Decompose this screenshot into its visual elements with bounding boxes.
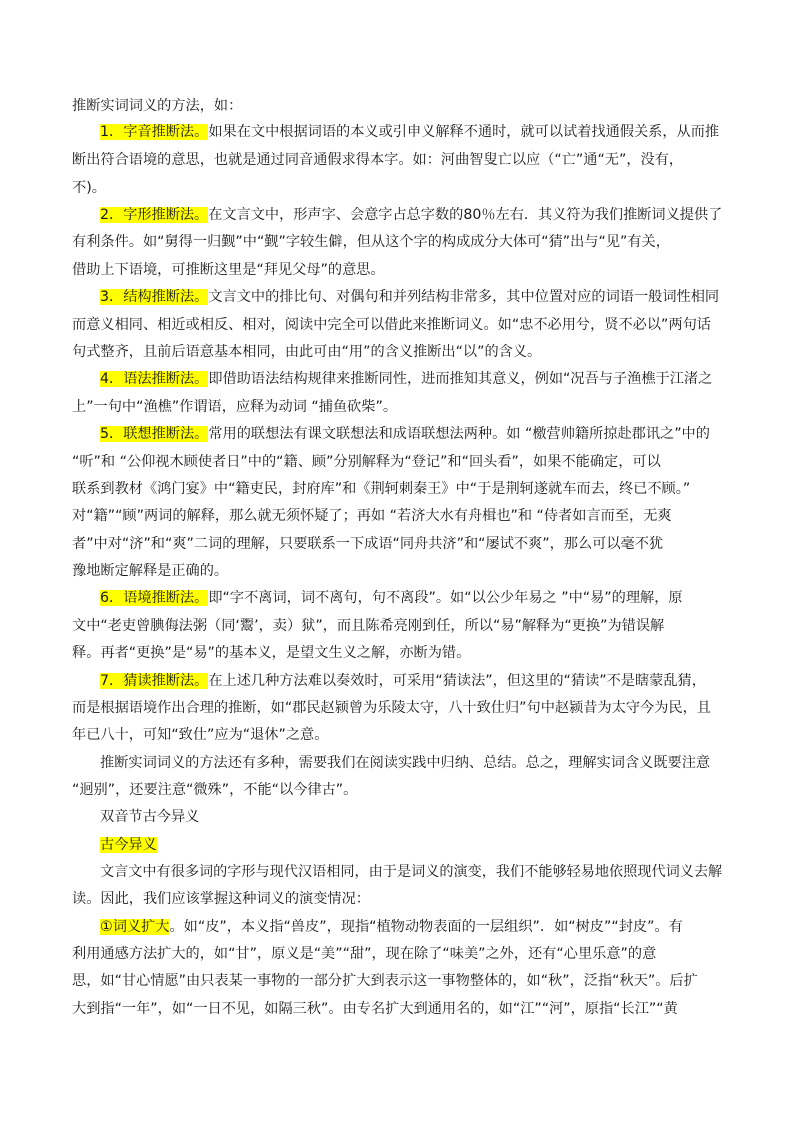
text-span: 。如“皮”，本义指“兽皮”，现指“植物动物表面的一层组织”．如“树皮”“封皮”。有 <box>169 919 683 935</box>
text-line: 而意义相同、相近或相反、相对，阅读中完全可以借此来推断词义。如“忠不必用兮，贤不必以”两句话 <box>72 317 711 333</box>
text-span: 即借助语法结构规律来推断同性，进而推知其意义，例如“况吾与子渔樵于江渚之 <box>208 371 713 387</box>
text-line: 联系到教材《鸿门宴》中“籍吏民，封府库”和《荆轲刺秦王》中“于是荆轲遂就车而去，终已不顾。” <box>72 481 691 497</box>
text-line: 释。再者“更换”是“易”的基本义，是望文生义之解，亦断为错。 <box>72 645 471 661</box>
text-line: 文言文中有很多词的字形与现代汉语相同，由于是词义的演变，我们不能够轻易地依照现代词义去解 <box>100 864 723 880</box>
highlighted-heading: 5．联想推断法。 <box>100 426 209 442</box>
text-line: 有利条件。如“舅得一归觐”中“觐”字较生僻，但从这个字的构成成分大体可“猜”出与“见”有关， <box>72 234 670 250</box>
text-span: 文言文中的排比句、对偶句和并列结构非常多，其中位置对应的词语一般词性相同 <box>208 289 720 305</box>
text-line <box>100 836 157 854</box>
text-line: 文中“老吏曾腆侮法粥（同‘鬻’，卖）狱”，而且陈希亮刚到任，所以“易”解释为“更换”为错误解 <box>72 618 665 634</box>
highlighted-heading: 3．结构推断法。 <box>100 289 209 305</box>
text-span: 常用的联想法有课文联想法和成语联想法两种。如 “檄营帅籍所掠赴郡讯之”中的 <box>208 426 710 442</box>
highlighted-heading: 4．语法推断法。 <box>100 371 209 387</box>
text-line: 借助上下语境，可推断这里是“拜见父母”的意思。 <box>72 262 385 278</box>
text-line: 断出符合语境的意思，也就是通过同音通假求得本字。如：河曲智叟亡以应（“亡”通“无”，没有， <box>72 152 684 168</box>
text-line: 年已八十，可知“致仕”应为“退休”之意。 <box>72 727 329 743</box>
text-line: 不)。 <box>72 180 106 196</box>
text-line: 推断实词词义的方法，如： <box>72 98 243 114</box>
text-line: “迥别”，还要注意“微殊”，不能“以今律古”。 <box>72 782 358 798</box>
highlighted-heading: ①词义扩大 <box>100 919 170 935</box>
text-line: 而是根据语境作出合理的推断，如“郡民赵颍曾为乐陵太守，八十致仕归”句中赵颍昔为太守今为民，且 <box>72 700 711 716</box>
text-line: 思，如“甘心情愿”由只表某一事物的一部分扩大到表示这一事物整体的，如“秋”，泛指“秋天”。后扩 <box>72 973 698 989</box>
text-line: 读。因此，我们应该掌握这种词义的演变情况： <box>72 891 370 907</box>
highlighted-heading: 6．语境推断法。 <box>100 590 209 606</box>
text-line <box>100 288 719 306</box>
highlighted-heading: 1．字音推断法。 <box>100 124 209 140</box>
text-span: 如果在文中根据词语的本义或引申义解释不通时，就可以试着找通假关系，从而推 <box>208 124 720 140</box>
text-line: 上”一句中“渔樵”作谓语，应释为动词 “捕鱼砍柴”。 <box>72 399 398 415</box>
text-line <box>100 206 722 224</box>
highlighted-heading: 2．字形推断法。 <box>100 207 209 223</box>
text-line: 推断实词词义的方法还有多种，需要我们在阅读实践中归纳、总结。总之，理解实词含义既要注意 <box>100 755 711 771</box>
highlighted-heading: 古今异义 <box>100 837 157 853</box>
text-line: 对“籍”“顾”两词的解释，那么就无须怀疑了；再如 “若济大水有舟楫也”和 “侍者如言而至，无爽 <box>72 508 672 524</box>
text-line <box>100 589 683 607</box>
text-line: 利用通感方法扩大的，如“甘”，原义是“美”“甜”，现在除了“味美”之外，还有“心里乐意”的意 <box>72 946 657 962</box>
text-line <box>100 672 706 690</box>
text-line <box>100 370 712 388</box>
text-line: 者”中对“济”和“爽”二词的理解，只要联系一下成语“同舟共济”和“屡试不爽”，那么可以毫不犹 <box>72 536 664 552</box>
text-line <box>100 123 719 141</box>
section-heading: 双音节古今异义 <box>100 809 200 825</box>
text-line: 句式整齐，且前后语意基本相同，由此可由“用”的含义推断出“以”的含义。 <box>72 344 542 360</box>
text-line: 豫地断定解释是正确的。 <box>72 563 229 579</box>
text-line <box>100 918 683 936</box>
text-span: 在上述几种方法难以奏效时，可采用“猜读法”，但这里的“猜读”不是瞎蒙乱猜， <box>208 673 706 689</box>
text-span: 在文言文中，形声字、会意字占总字数的80％左右．其义符为我们推断词义提供了 <box>208 207 723 223</box>
text-line: 大到指“一年”，如“一日不见，如隔三秋”。由专名扩大到通用名的，如“江”“河”，原指“长江”“黄 <box>72 1001 678 1017</box>
text-line <box>100 425 710 443</box>
highlighted-heading: 7．猜读推断法。 <box>100 673 209 689</box>
text-span: 即“字不离词，词不离句，句不离段”。如“以公少年易之 ”中“易”的理解，原 <box>208 590 683 606</box>
text-line: “听”和 “公仰视木顾使者日”中的“籍、顾”分别解释为“登记”和“回头看”，如果不能确定，可以 <box>72 454 661 470</box>
